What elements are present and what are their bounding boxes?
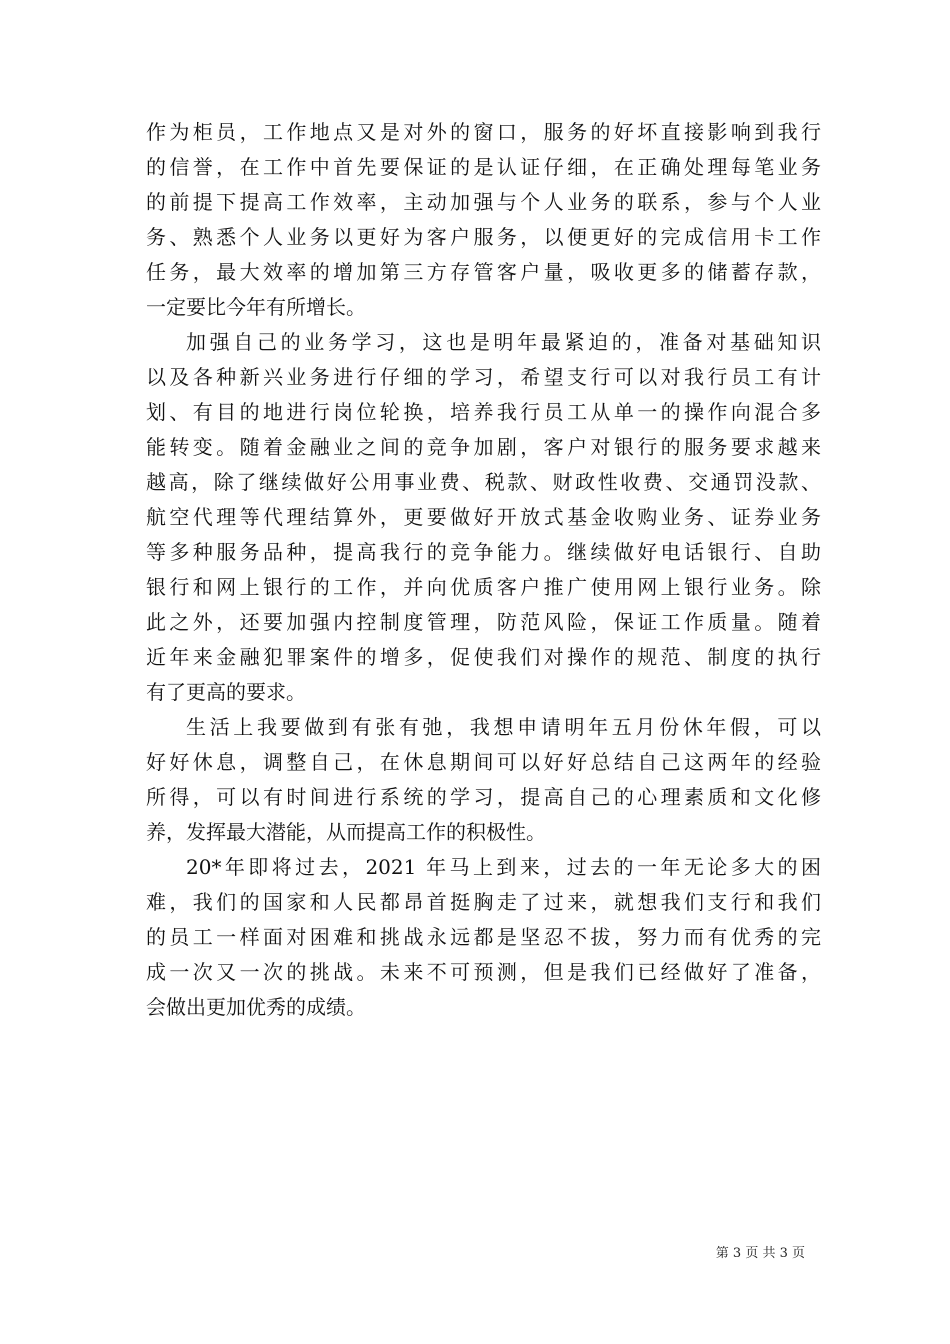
paragraph-line: 20*年即将过去，2021 年马上到来，过去的一年无论多大的困 [186, 855, 821, 879]
paragraph-line: 成一次又一次的挑战。未来不可预测，但是我们已经做好了准备， [146, 960, 821, 984]
paragraph-line: 越高，除了继续做好公用事业费、税款、财政性收费、交通罚没款、 [146, 470, 821, 494]
paragraph-line: 所得，可以有时间进行系统的学习，提高自己的心理素质和文化修 [146, 785, 821, 809]
paragraph-line: 作为柜员，工作地点又是对外的窗口，服务的好坏直接影响到我行 [146, 120, 821, 144]
paragraph-line: 一定要比今年有所增长。 [146, 295, 366, 319]
paragraph-line: 以及各种新兴业务进行仔细的学习，希望支行可以对我行员工有计 [146, 365, 821, 389]
paragraph-line: 难，我们的国家和人民都昂首挺胸走了过来，就想我们支行和我们 [146, 890, 821, 914]
paragraph-line: 划、有目的地进行岗位轮换，培养我行员工从单一的操作向混合多 [146, 400, 821, 424]
paragraph-4 [146, 850, 821, 1025]
paragraph-line: 有了更高的要求。 [146, 680, 306, 704]
paragraph-line: 此之外，还要加强内控制度管理，防范风险，保证工作质量。随着 [146, 610, 821, 634]
paragraph-line: 近年来金融犯罪案件的增多，促使我们对操作的规范、制度的执行 [146, 645, 821, 669]
page-number-footer: 第 3 页 共 3 页 [715, 1246, 805, 1261]
paragraph-line: 生活上我要做到有张有弛，我想申请明年五月份休年假，可以 [186, 715, 821, 739]
paragraph-line: 的员工一样面对困难和挑战永远都是坚忍不拔，努力而有优秀的完 [146, 925, 821, 949]
paragraph-2 [146, 325, 821, 710]
paragraph-line: 会做出更加优秀的成绩。 [146, 995, 366, 1019]
paragraph-line: 务、熟悉个人业务以更好为客户服务，以便更好的完成信用卡工作 [146, 225, 821, 249]
paragraph-line: 的信誉，在工作中首先要保证的是认证仔细，在正确处理每笔业务 [146, 155, 821, 179]
paragraph-line: 任务，最大效率的增加第三方存管客户量，吸收更多的储蓄存款， [146, 260, 821, 284]
paragraph-line: 养，发挥最大潜能，从而提高工作的积极性。 [146, 820, 546, 844]
paragraph-line: 等多种服务品种，提高我行的竞争能力。继续做好电话银行、自助 [146, 540, 821, 564]
paragraph-line: 航空代理等代理结算外，更要做好开放式基金收购业务、证券业务 [146, 505, 821, 529]
paragraph-line: 加强自己的业务学习，这也是明年最紧迫的，准备对基础知识 [186, 330, 821, 354]
document-body [146, 115, 821, 1025]
paragraph-3 [146, 710, 821, 850]
paragraph-line: 能转变。随着金融业之间的竞争加剧，客户对银行的服务要求越来 [146, 435, 821, 459]
paragraph-line: 好好休息，调整自己，在休息期间可以好好总结自己这两年的经验 [146, 750, 821, 774]
paragraph-line: 银行和网上银行的工作，并向优质客户推广使用网上银行业务。除 [146, 575, 821, 599]
paragraph-line: 的前提下提高工作效率，主动加强与个人业务的联系，参与个人业 [146, 190, 821, 214]
paragraph-1 [146, 115, 821, 325]
